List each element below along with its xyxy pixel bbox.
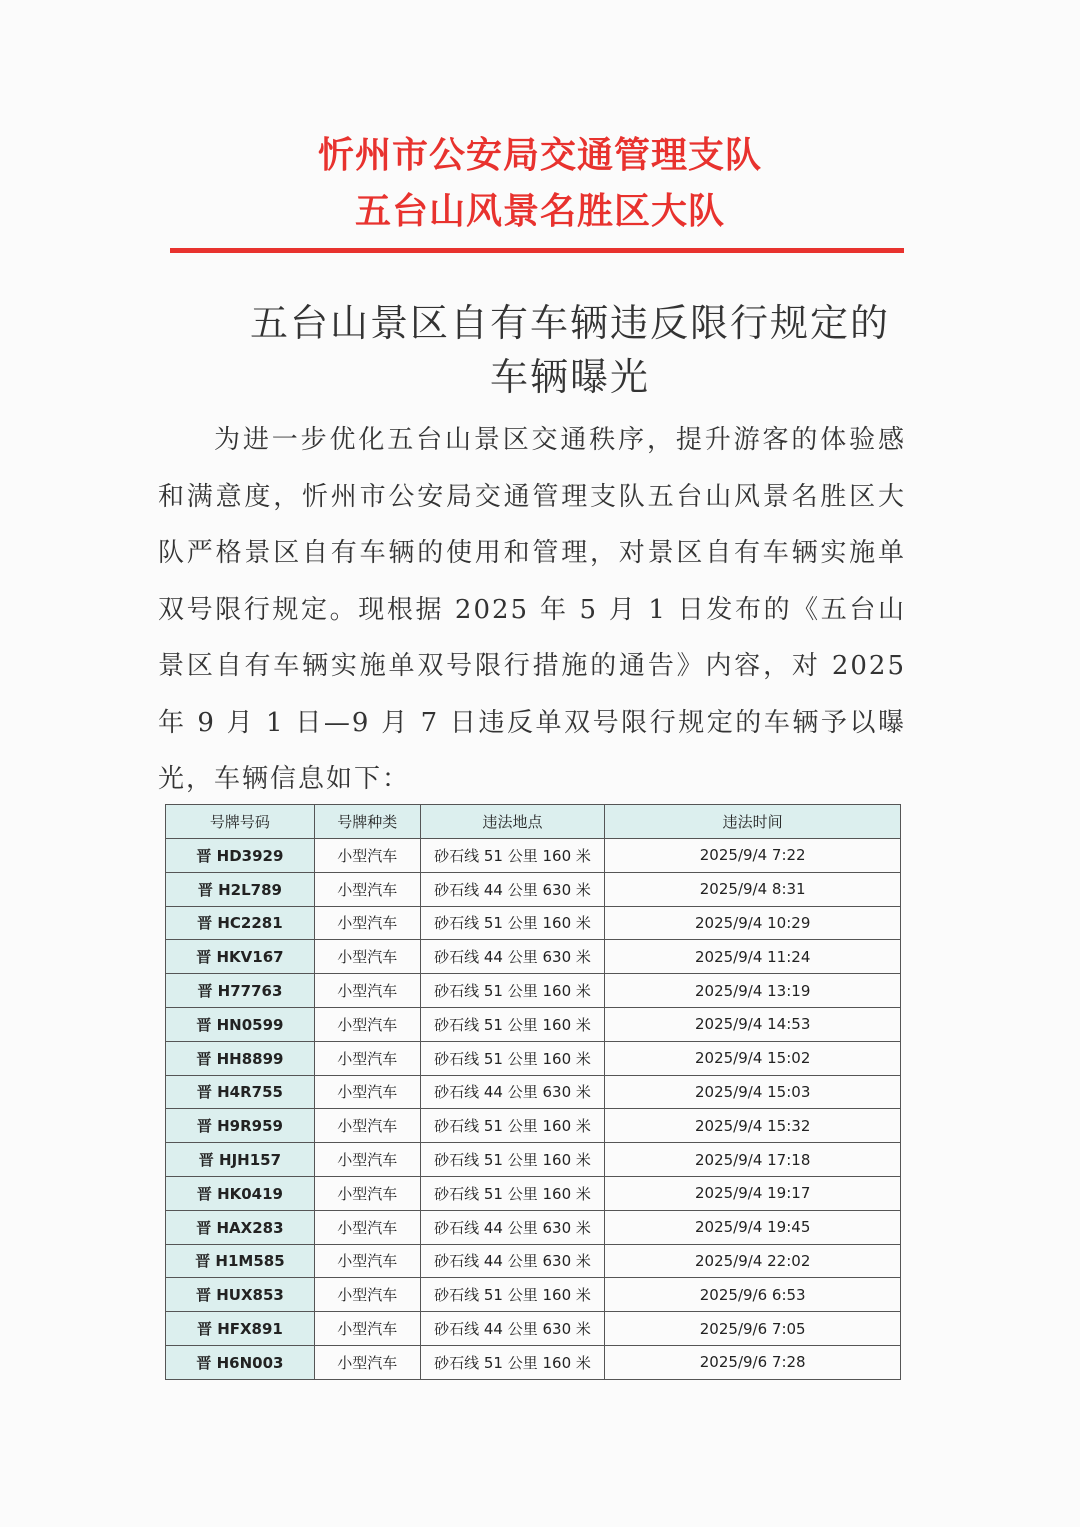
table-row: [166, 1176, 901, 1210]
location-cell: 砂石线 51 公里 160 米: [420, 1007, 605, 1041]
location-cell: 砂石线 51 公里 160 米: [420, 1176, 605, 1210]
time-cell: 2025/9/6 6:53: [605, 1278, 901, 1312]
plate-type-cell: 小型汽车: [314, 1210, 420, 1244]
plate-cell: 晋 HJH157: [166, 1143, 315, 1177]
table-row: [166, 1278, 901, 1312]
plate-type-cell: 小型汽车: [314, 839, 420, 873]
time-cell: 2025/9/4 8:31: [605, 872, 901, 906]
table-row: [166, 1109, 901, 1143]
plate-cell: 晋 HUX853: [166, 1278, 315, 1312]
time-cell: 2025/9/4 15:02: [605, 1041, 901, 1075]
table-row: [166, 1312, 901, 1346]
plate-cell: 晋 HC2281: [166, 906, 315, 940]
time-cell: 2025/9/4 15:32: [605, 1109, 901, 1143]
table-row: [166, 1210, 901, 1244]
time-cell: 2025/9/4 11:24: [605, 940, 901, 974]
table-row: [166, 1075, 901, 1109]
time-cell: 2025/9/4 19:17: [605, 1176, 901, 1210]
col-header-plate: 号牌号码: [166, 805, 315, 839]
table-row: [166, 872, 901, 906]
plate-type-cell: 小型汽车: [314, 1143, 420, 1177]
plate-cell: 晋 H77763: [166, 974, 315, 1008]
plate-type-cell: 小型汽车: [314, 872, 420, 906]
plate-type-cell: 小型汽车: [314, 974, 420, 1008]
location-cell: 砂石线 44 公里 630 米: [420, 1312, 605, 1346]
plate-cell: 晋 H9R959: [166, 1109, 315, 1143]
title-line-1: 五台山景区自有车辆违反限行规定的: [249, 301, 890, 345]
plate-type-cell: 小型汽车: [314, 1007, 420, 1041]
location-cell: 砂石线 44 公里 630 米: [420, 1075, 605, 1109]
plate-type-cell: 小型汽车: [314, 1278, 420, 1312]
location-cell: 砂石线 51 公里 160 米: [420, 1345, 605, 1379]
location-cell: 砂石线 44 公里 630 米: [420, 940, 605, 974]
location-cell: 砂石线 51 公里 160 米: [420, 1041, 605, 1075]
time-cell: 2025/9/6 7:28: [605, 1345, 901, 1379]
time-cell: 2025/9/4 19:45: [605, 1210, 901, 1244]
table-row: [166, 940, 901, 974]
plate-type-cell: 小型汽车: [314, 906, 420, 940]
plate-cell: 晋 HAX283: [166, 1210, 315, 1244]
location-cell: 砂石线 44 公里 630 米: [420, 872, 605, 906]
location-cell: 砂石线 51 公里 160 米: [420, 839, 605, 873]
location-cell: 砂石线 51 公里 160 米: [420, 1109, 605, 1143]
table-header-row: [166, 805, 901, 839]
table-row: [166, 1345, 901, 1379]
plate-cell: 晋 HD3929: [166, 839, 315, 873]
plate-cell: 晋 HKV167: [166, 940, 315, 974]
col-header-time: 违法时间: [605, 805, 901, 839]
table-row: [166, 839, 901, 873]
title-line-2: 车辆曝光: [489, 355, 650, 399]
plate-type-cell: 小型汽车: [314, 1345, 420, 1379]
time-cell: 2025/9/4 22:02: [605, 1244, 901, 1278]
col-header-location: 违法地点: [420, 805, 605, 839]
col-header-plate-type: 号牌种类: [314, 805, 420, 839]
plate-type-cell: 小型汽车: [314, 1176, 420, 1210]
plate-type-cell: 小型汽车: [314, 1075, 420, 1109]
issuer-header: [0, 128, 1080, 240]
table-row: [166, 1143, 901, 1177]
document-title: [0, 296, 1080, 404]
violation-table: [165, 804, 901, 1380]
issuer-line-2: 五台山风景名胜区大队: [354, 191, 725, 232]
plate-cell: 晋 HFX891: [166, 1312, 315, 1346]
plate-cell: 晋 H2L789: [166, 872, 315, 906]
plate-type-cell: 小型汽车: [314, 1244, 420, 1278]
time-cell: 2025/9/4 17:18: [605, 1143, 901, 1177]
location-cell: 砂石线 44 公里 630 米: [420, 1244, 605, 1278]
plate-cell: 晋 H1M585: [166, 1244, 315, 1278]
table-body: [166, 839, 901, 1380]
location-cell: 砂石线 51 公里 160 米: [420, 1143, 605, 1177]
time-cell: 2025/9/4 14:53: [605, 1007, 901, 1041]
time-cell: 2025/9/6 7:05: [605, 1312, 901, 1346]
location-cell: 砂石线 51 公里 160 米: [420, 974, 605, 1008]
plate-type-cell: 小型汽车: [314, 1041, 420, 1075]
time-cell: 2025/9/4 7:22: [605, 839, 901, 873]
issuer-line-1: 忻州市公安局交通管理支队: [317, 135, 762, 176]
table-row: [166, 1041, 901, 1075]
plate-cell: 晋 H6N003: [166, 1345, 315, 1379]
location-cell: 砂石线 44 公里 630 米: [420, 1210, 605, 1244]
body-paragraph: 为进一步优化五台山景区交通秩序，提升游客的体验感和满意度，忻州市公安局交通管理支队五台山风景名胜区大队严格景区自有车辆的使用和管理，对景区自有车辆实施单双号限行规定。现根据 2025 年 5 月 1 日发布的《五台山景区自有车辆实施单双号限行措施的通告》内容，对 2025 年 9 月 1 日—9 月 7 日违反单双号限行规定的车辆予以曝光，车辆信息如下：: [158, 425, 906, 794]
plate-cell: 晋 H4R755: [166, 1075, 315, 1109]
plate-type-cell: 小型汽车: [314, 1109, 420, 1143]
time-cell: 2025/9/4 10:29: [605, 906, 901, 940]
plate-cell: 晋 HK0419: [166, 1176, 315, 1210]
table-row: [166, 1244, 901, 1278]
location-cell: 砂石线 51 公里 160 米: [420, 906, 605, 940]
table-row: [166, 974, 901, 1008]
plate-type-cell: 小型汽车: [314, 940, 420, 974]
time-cell: 2025/9/4 13:19: [605, 974, 901, 1008]
location-cell: 砂石线 51 公里 160 米: [420, 1278, 605, 1312]
plate-type-cell: 小型汽车: [314, 1312, 420, 1346]
plate-cell: 晋 HN0599: [166, 1007, 315, 1041]
time-cell: 2025/9/4 15:03: [605, 1075, 901, 1109]
plate-cell: 晋 HH8899: [166, 1041, 315, 1075]
red-header-rule: [170, 248, 904, 253]
table-row: [166, 1007, 901, 1041]
table-row: [166, 906, 901, 940]
